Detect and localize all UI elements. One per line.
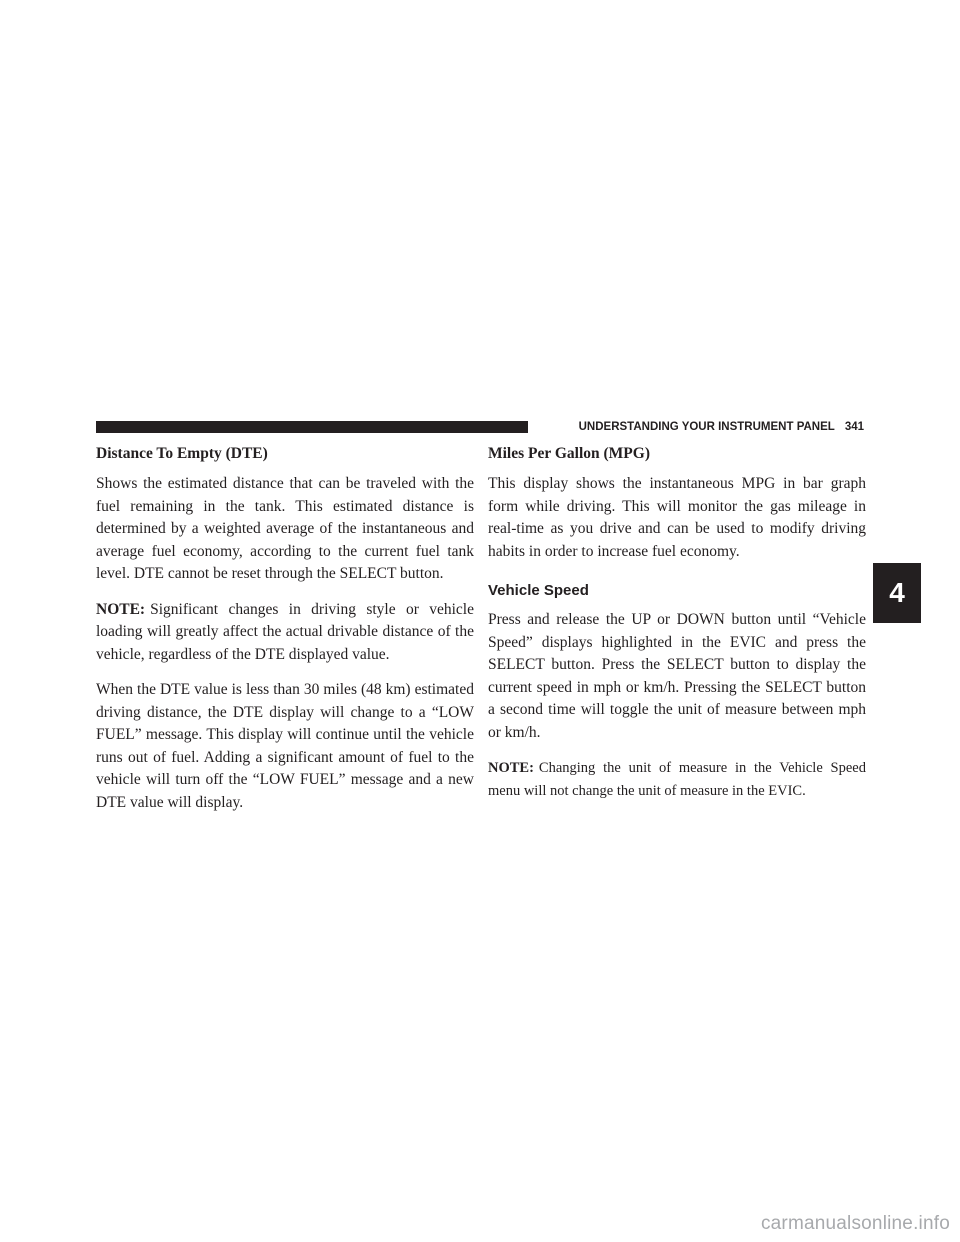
chapter-tab: 4 (873, 563, 921, 623)
note-text: Significant changes in driving style or vehicle loading will greatly affect the actual drivable distance of the vehicle, regardless of the DTE displayed value. (96, 600, 474, 663)
left-column (96, 444, 474, 827)
dte-description: Shows the estimated distance that can be traveled with the fuel remaining in the tank. This estimated distance is determined by a weighted average of the instantaneous and average fuel economy, according to the current fuel tank level. DTE cannot be reset through the SELECT button. (96, 475, 474, 582)
header-rule-bar (96, 421, 528, 433)
dte-low-fuel-paragraph: When the DTE value is less than 30 miles (48 km) estimated driving distance, the DTE display will change to a “LOW FUEL” message. This display will continue until the vehicle runs out of fuel. Adding a significant amount of fuel to the vehicle will turn off the “LOW FUEL” message and a new DTE value will display. (96, 681, 474, 811)
running-header (536, 418, 864, 436)
page-number: 341 (844, 421, 864, 433)
mpg-description: This display shows the instantaneous MPG in bar graph form while driving. This will monitor the gas mileage in real-time as you drive and can be used to modify driving habits in order to increase fuel economy. (488, 475, 866, 560)
vehicle-speed-heading: Vehicle Speed (488, 582, 589, 599)
dte-heading: Distance To Empty (DTE) (96, 445, 268, 462)
watermark: carmanualsonline.info (760, 1213, 950, 1234)
note-label: NOTE: (96, 600, 146, 618)
note-text: Changing the unit of measure in the Vehicle Speed menu will not change the unit of measure in the EVIC. (488, 760, 866, 799)
mpg-heading: Miles Per Gallon (MPG) (488, 445, 650, 462)
note-label: NOTE: (488, 760, 534, 776)
vehicle-speed-note (488, 757, 866, 802)
right-column (488, 444, 866, 815)
vehicle-speed-description: Press and release the UP or DOWN button until “Vehicle Speed” displays highlighted in the EVIC and press the SELECT button. Press the SELECT button to display the current speed in mph or km/h. Pressing the SELECT button a second time will toggle the unit of measure between mph or km/h. (488, 611, 866, 741)
section-title: UNDERSTANDING YOUR INSTRUMENT PANEL (578, 421, 835, 433)
dte-note (96, 599, 474, 667)
